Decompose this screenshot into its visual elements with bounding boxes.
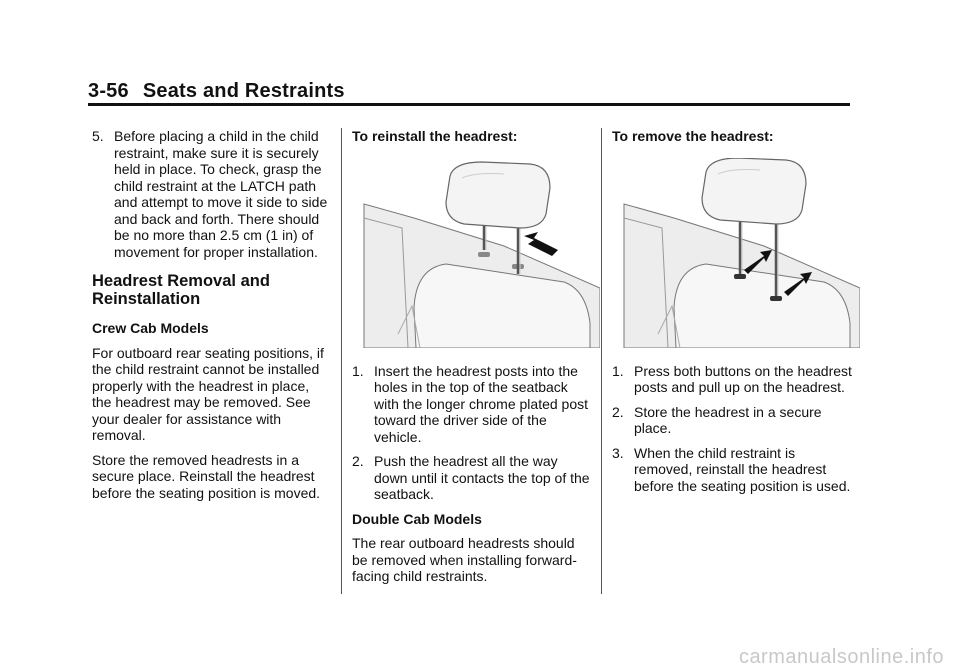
item-text: Push the headrest all the way down until it contacts the top of the seatback.: [374, 453, 590, 502]
paragraph: Store the removed headrests in a secure place. Reinstall the headrest before the seating position is moved.: [92, 451, 321, 501]
list-item: [612, 445, 852, 495]
watermark: carmanualsonline.info: [738, 646, 944, 668]
page-number: 3-56: [88, 80, 129, 102]
crew-cab-heading: Crew Cab Models: [92, 320, 209, 336]
item-text: Store the headrest in a secure place.: [634, 403, 822, 436]
section-heading: Headrest Removal and Reinstallation: [92, 272, 270, 308]
item-text: Press both buttons on the headrest posts and pull up on the headrest.: [634, 362, 852, 395]
column-divider-2: [601, 128, 602, 594]
header-rule: [88, 103, 850, 106]
list-item: [92, 128, 332, 260]
item-text: Before placing a child in the child restraint, make sure it is securely held in place. To check, grasp the child restraint at the LATCH path and attempt to move it side to side and back and forth. There should be no more than 2.5 cm (1 in) of movement for proper installation.: [114, 128, 328, 260]
item-number: 3.: [612, 444, 624, 461]
reinstall-heading: To reinstall the headrest:: [352, 128, 518, 144]
list-item: [352, 363, 592, 446]
item-text: When the child restraint is removed, reinstall the headrest before the seating position is used.: [634, 444, 851, 494]
chapter-title: Seats and Restraints: [142, 80, 345, 102]
list-item: [352, 453, 592, 503]
paragraph: For outboard rear seating positions, if the child restraint cannot be installed properly with the headrest in place, the headrest may be removed. See your dealer for assistance with removal.: [92, 344, 324, 443]
headrest-remove-illustration: [614, 158, 860, 348]
remove-heading: To remove the headrest:: [612, 128, 774, 144]
item-number: 5.: [92, 128, 104, 144]
paragraph: The rear outboard headrests should be removed when installing forward-facing child restraints.: [352, 535, 577, 584]
column-1: [92, 128, 332, 509]
item-number: 1.: [612, 362, 624, 379]
page-header: [88, 80, 345, 103]
item-number: 2.: [352, 453, 364, 469]
item-number: 2.: [612, 403, 624, 420]
item-text: Insert the headrest posts into the holes in the top of the seatback with the longer chrome plated post toward the driver side of the vehicle.: [374, 362, 589, 445]
list-item: [612, 363, 852, 396]
item-number: 1.: [352, 362, 364, 379]
double-cab-heading: Double Cab Models: [352, 510, 482, 527]
headrest-reinstall-illustration: [354, 158, 600, 348]
list-item: [612, 404, 852, 437]
column-3: [612, 128, 852, 502]
column-divider-1: [341, 128, 342, 594]
column-2: [352, 128, 592, 593]
